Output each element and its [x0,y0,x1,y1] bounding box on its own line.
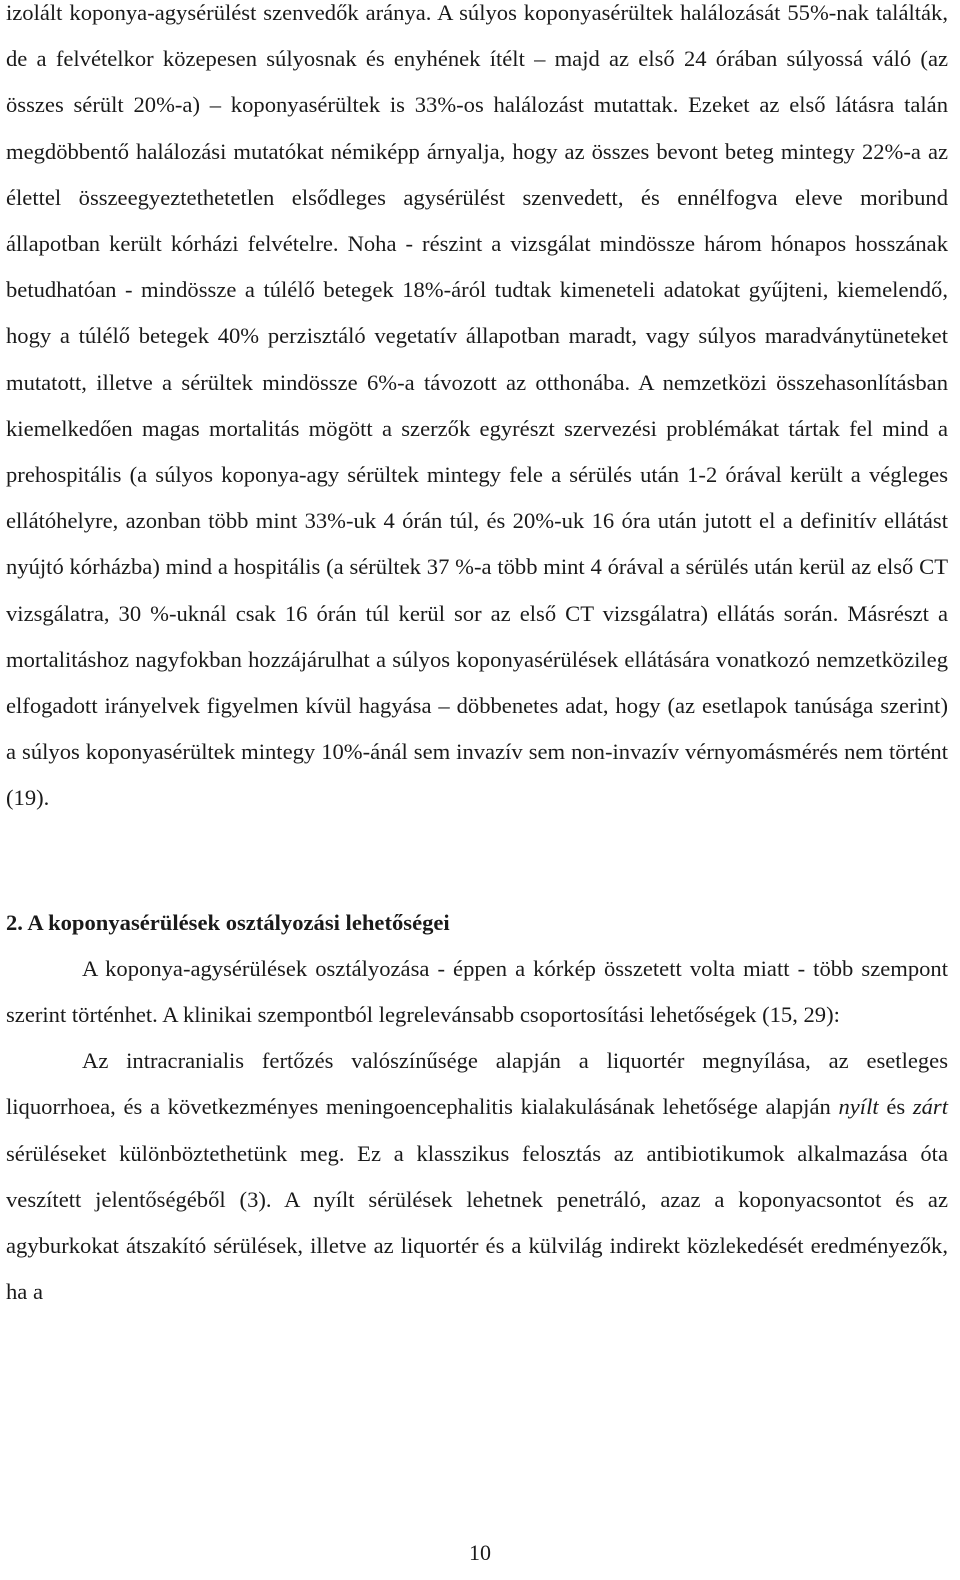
section-paragraph-2 [6,1038,948,1315]
body-paragraph: izolált koponya-agysérülést szenvedők aránya. A súlyos koponyasérültek halálozását 55%-nak találták, de a felvételkor közepesen súlyosnak és enyhének ítélt – majd az első 24 órában súlyossá váló (az összes sérült 20%-a) – koponyasérültek is 33%-os halálozást mutattak. Ezeket az első látásra talán megdöbbentő halálozási mutatókat némiképp árnyalja, hogy az összes bevont beteg mintegy 22%-a az élettel összeegyeztethetetlen elsődleges agysérülést szenvedett, és ennélfogva eleve moribund állapotban került kórházi felvételre. Noha - részint a vizsgálat mindössze három hónapos hosszának betudhatóan - mindössze a túlélő betegek 18%-áról tudtak kimeneteli adatokat gyűjteni, kiemelendő, hogy a túlélő betegek 40% perzisztáló vegetatív állapotban maradt, vagy súlyos maradványtüneteket mutatott, illetve a sérültek mindössze 6%-a távozott az otthonába. A nemzetközi összehasonlításban kiemelkedően magas mortalitás mögött a szerzők egyrészt szervezési problémákat tártak fel mind a prehospitális (a súlyos koponya-agy sérültek mintegy fele a sérülés után 1-2 órával került a végleges ellátóhelyre, azonban több mint 33%-uk 4 órán túl, és 20%-uk 16 óra után jutott el a definitív ellátást nyújtó kórházba) mind a hospitális (a sérültek 37 %-a több mint 4 órával a sérülés után kerül az első CT vizsgálatra, 30 %-uknál csak 16 órán túl kerül sor az első CT vizsgálatra) ellátás során. Másrészt a mortalitáshoz nagyfokban hozzájárulhat a súlyos koponyasérülések ellátására vonatkozó nemzetközileg elfogadott irányelvek figyelmen kívül hagyása – döbbenetes adat, hogy (az esetlapok tanúsága szerint) a súlyos koponyasérültek mintegy 10%-ánál sem invazív sem non-invazív vérnyomásmérés nem történt (19). [6,0,948,811]
section-paragraph-1: A koponya-agysérülések osztályozása - éppen a kórkép összetett volta miatt - több szempont szerint történhet. A klinikai szempontból legrelevánsabb csoportosítási lehetőségek (15, 29): [6,955,948,1028]
page-number: 10 [469,1540,491,1565]
document-page [6,0,948,1315]
emphasis-open: nyílt [838,1094,879,1120]
paragraph-text-mid: és [878,1094,913,1120]
paragraph-text-after: sérüléseket különböztethetünk meg. Ez a klasszikus felosztás az antibiotikumok alkalmazása óta veszített jelentőségéből (3). A nyílt sérülések lehetnek penetráló, azaz a koponyacsontot és az agyburkokat átszakító sérülések, illetve az liquortér és a külvilág indirekt közlekedését eredményezők, ha a [6,1140,948,1305]
emphasis-closed: zárt [912,1094,948,1120]
section-heading: 2. A koponyasérülések osztályozási lehetőségei [6,909,450,935]
paragraph-text-before: Az intracranialis fertőzés valószínűsége alapján a liquortér megnyílása, az esetleges liquorrhoea, és a következményes meningoencephalitis kialakulásának lehetősége alapján [6,1048,948,1120]
